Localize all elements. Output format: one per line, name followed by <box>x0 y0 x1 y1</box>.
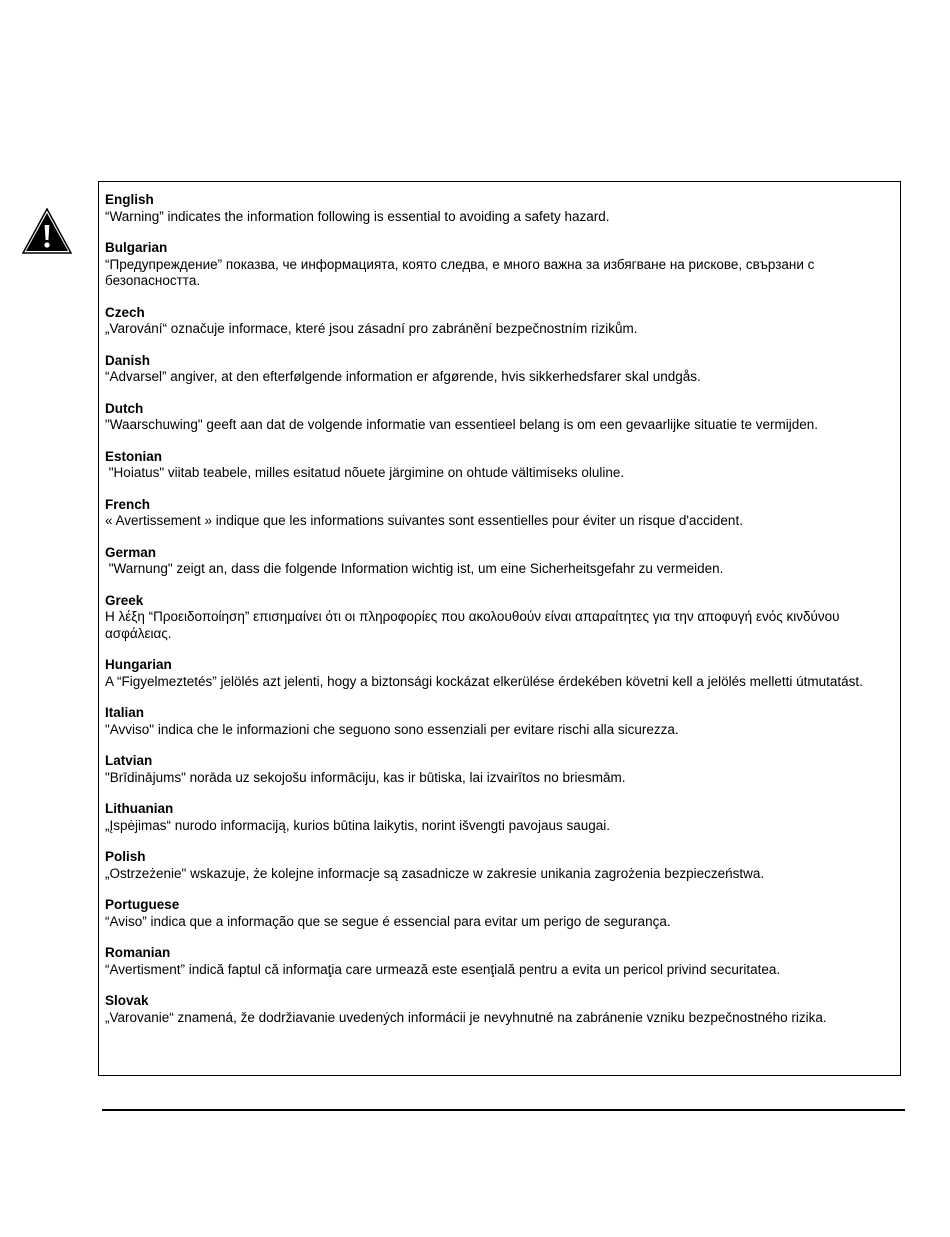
warning-entry-danish <box>105 353 894 386</box>
warning-entry-hungarian <box>105 657 894 690</box>
warning-text: A “Figyelmeztetés” jelölés azt jelenti, hogy a biztonsági kockázat elkerülése érdekében követni kell a jelölés melletti útmutatást. <box>105 673 863 689</box>
warning-entry-romanian <box>105 945 894 978</box>
language-heading: Estonian <box>105 448 163 464</box>
warning-entry-czech <box>105 305 894 338</box>
warning-entry-greek <box>105 593 894 643</box>
warning-text: “Aviso” indica que a informação que se segue é essencial para evitar um perigo de segurança. <box>105 913 671 929</box>
language-heading: Polish <box>105 849 146 864</box>
language-heading: Lithuanian <box>105 801 174 816</box>
warning-text: "Hoiatus" viitab teabele, milles esitatud nõuete järgimine on ohtude vältimiseks oluline. <box>105 465 625 480</box>
footer-divider <box>102 1109 905 1111</box>
multilingual-warning-box <box>98 181 901 1076</box>
language-heading: Romanian <box>105 945 171 960</box>
warning-text: Η λέξη “Προειδοποίηση” επισημαίνει ότι οι πληροφορίες που ακολουθούν είναι απαραίτητες για την αποφυγή ενός κινδύνου ασφάλειας. <box>105 609 844 641</box>
language-heading: Slovak <box>105 993 149 1008</box>
warning-entry-lithuanian <box>105 801 894 834</box>
warning-text: "Warnung" zeigt an, dass die folgende Information wichtig ist, um eine Sicherheitsgefahr zu vermeiden. <box>105 561 724 576</box>
warning-text: „Varování“ označuje informace, které jsou zásadní pro zabránění bezpečnostním rizikům. <box>105 321 638 336</box>
language-heading: Czech <box>105 304 145 320</box>
language-heading: Dutch <box>105 400 144 416</box>
language-heading: Greek <box>105 592 144 608</box>
warning-text: « Avertissement » indique que les informations suivantes sont essentielles pour éviter un risque d'accident. <box>105 513 743 528</box>
warning-text: “Avertisment” indică faptul că informaţia care urmează este esenţială pentru a evita un pericol privind securitatea. <box>105 961 781 977</box>
warning-entry-estonian <box>105 449 894 482</box>
warning-entry-italian <box>105 705 894 738</box>
warning-entry-german <box>105 545 894 578</box>
warning-entry-slovak <box>105 993 894 1026</box>
language-heading: Hungarian <box>105 657 172 672</box>
language-heading: Latvian <box>105 753 153 768</box>
language-heading: Portuguese <box>105 897 180 912</box>
warning-entry-dutch <box>105 401 894 434</box>
warning-entry-french <box>105 497 894 530</box>
warning-entry-bulgarian <box>105 240 894 290</box>
language-heading: English <box>105 192 154 207</box>
language-heading: Danish <box>105 352 151 368</box>
warning-entry-latvian <box>105 753 894 786</box>
warning-entry-english <box>105 192 894 225</box>
warning-text: “Предупреждение” показва, че информацията, която следва, е много важна за избягване на рискове, свързани с безопасността. <box>105 256 819 288</box>
warning-text: „Įspėjimas“ nurodo informaciją, kurios būtina laikytis, norint išvengti pavojaus saugai. <box>105 817 610 833</box>
warning-text: "Avviso" indica che le informazioni che seguono sono essenziali per evitare rischi alla sicurezza. <box>105 721 679 737</box>
warning-triangle-icon <box>22 208 72 254</box>
language-heading: Italian <box>105 705 145 720</box>
warning-text: "Brīdinājums" norāda uz sekojošu informāciju, kas ir būtiska, lai izvairītos no briesmām. <box>105 769 626 785</box>
warning-entry-portuguese <box>105 897 894 930</box>
warning-text: „Ostrzeżenie" wskazuje, że kolejne informacje są zasadnicze w zakresie unikania zagrożenia bezpieczeństwa. <box>105 865 765 881</box>
warning-entry-polish <box>105 849 894 882</box>
language-heading: German <box>105 544 157 560</box>
language-heading: French <box>105 496 151 512</box>
language-heading: Bulgarian <box>105 240 168 255</box>
warning-text: „Varovanie“ znamená, že dodržiavanie uvedených informácii je nevyhnutné na zabránenie vzniku bezpečnostného rizika. <box>105 1009 827 1025</box>
warning-text: “Warning” indicates the information following is essential to avoiding a safety hazard. <box>105 208 610 224</box>
warning-text: "Waarschuwing" geeft aan dat de volgende informatie van essentieel belang is om een gevaarlijke situatie te vermijden. <box>105 417 818 432</box>
warning-text: “Advarsel” angiver, at den efterfølgende information er afgørende, hvis sikkerhedsfarer skal undgås. <box>105 369 701 384</box>
